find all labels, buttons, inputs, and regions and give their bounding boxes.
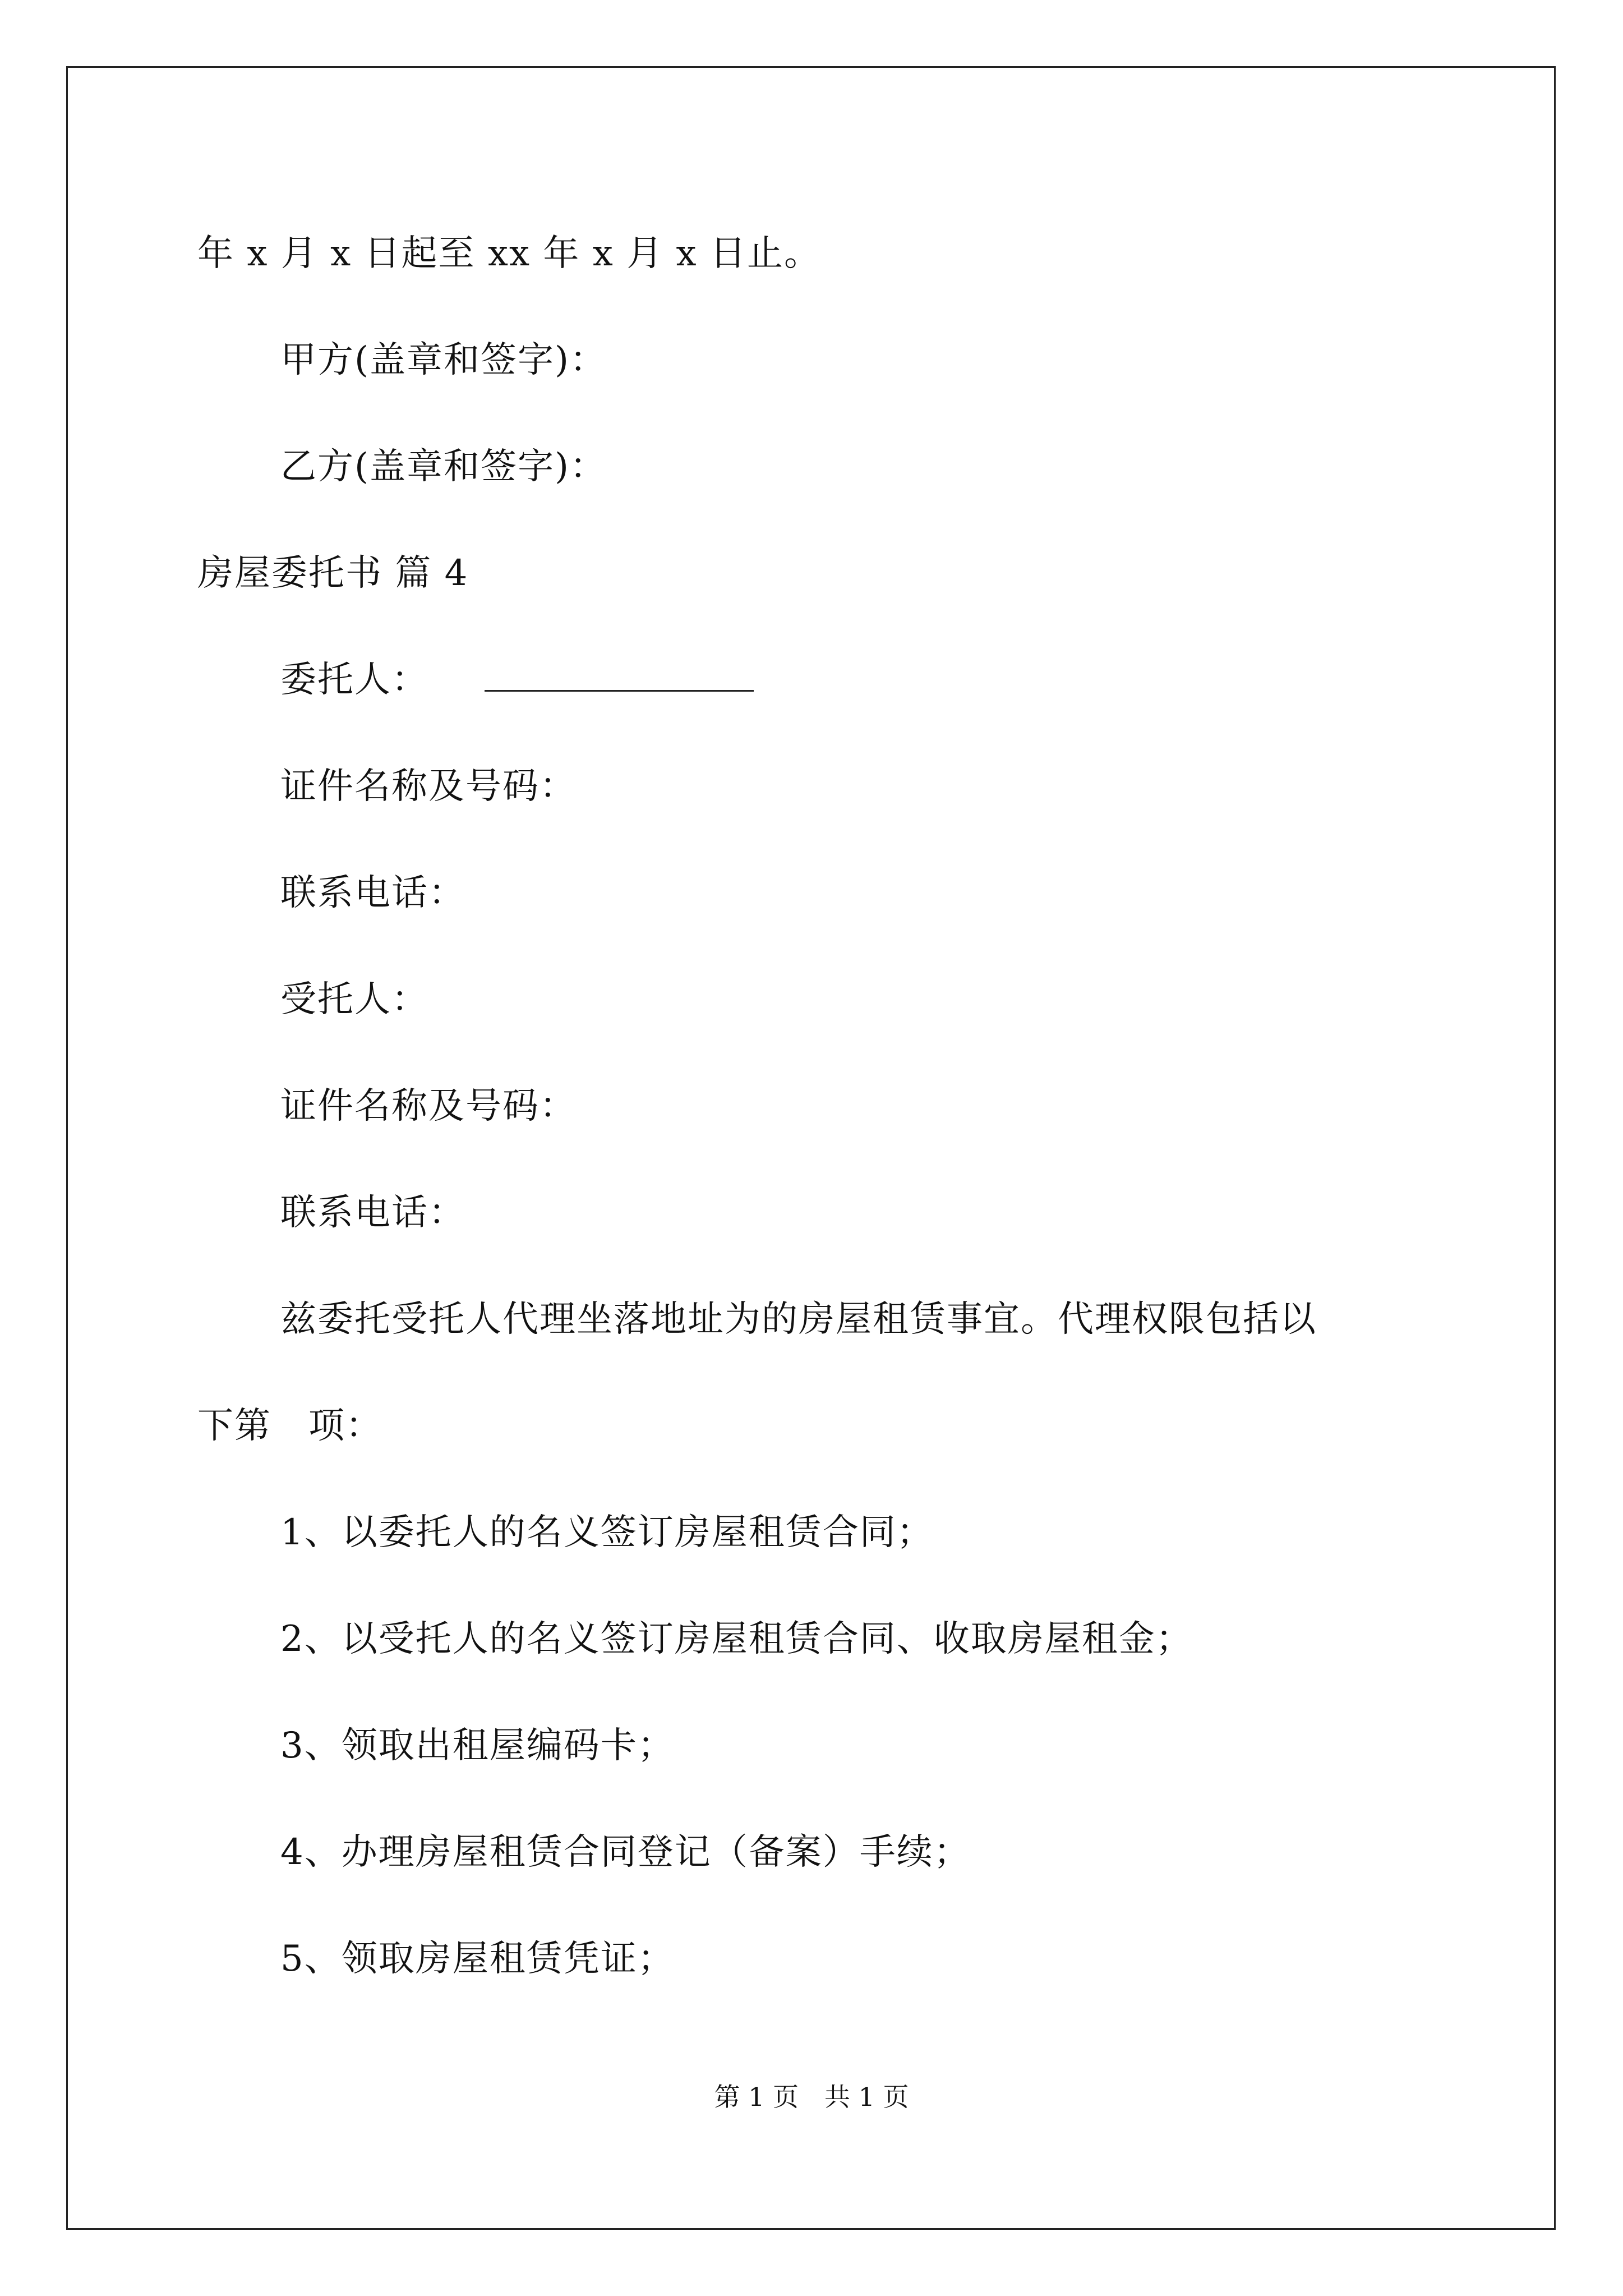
section-heading: 房屋委托书 篇 4 — [197, 553, 469, 594]
page-border — [66, 66, 1556, 2230]
agent-phone-line: 联系电话： — [280, 1192, 465, 1234]
principal-phone-line: 联系电话： — [280, 872, 465, 914]
party-a-signature-line: 甲方(盖章和签字)： — [280, 339, 607, 381]
principal-id-line: 证件名称及号码： — [280, 766, 577, 807]
authorization-paragraph-line-1: 兹委托受托人代理坐落地址为的房屋租赁事宜。代理权限包括以 — [280, 1299, 1317, 1340]
agent-line: 受托人： — [280, 979, 428, 1020]
principal-blank — [485, 659, 754, 692]
authority-item-3: 3、领取出租屋编码卡； — [280, 1725, 675, 1766]
authority-item-4: 4、办理房屋租赁合同登记（备案）手续； — [280, 1832, 971, 1873]
party-b-signature-line: 乙方(盖章和签字)： — [280, 446, 607, 487]
agent-id-line: 证件名称及号码： — [280, 1085, 577, 1127]
authorization-paragraph-line-2: 下第 项： — [197, 1405, 382, 1447]
principal-line — [280, 657, 754, 702]
principal-label: 委托人： — [280, 659, 428, 701]
authority-item-2: 2、以受托人的名义签订房屋租赁合同、收取房屋租金； — [280, 1618, 1193, 1660]
contract-term-line: 年 x 月 x 日起至 xx 年 x 月 x 日止。 — [197, 233, 821, 274]
authority-item-5: 5、领取房屋租赁凭证； — [280, 1938, 675, 1980]
authority-item-1: 1、以委托人的名义签订房屋租赁合同； — [280, 1512, 934, 1553]
page-number-footer: 第 1 页 共 1 页 — [714, 2082, 909, 2112]
